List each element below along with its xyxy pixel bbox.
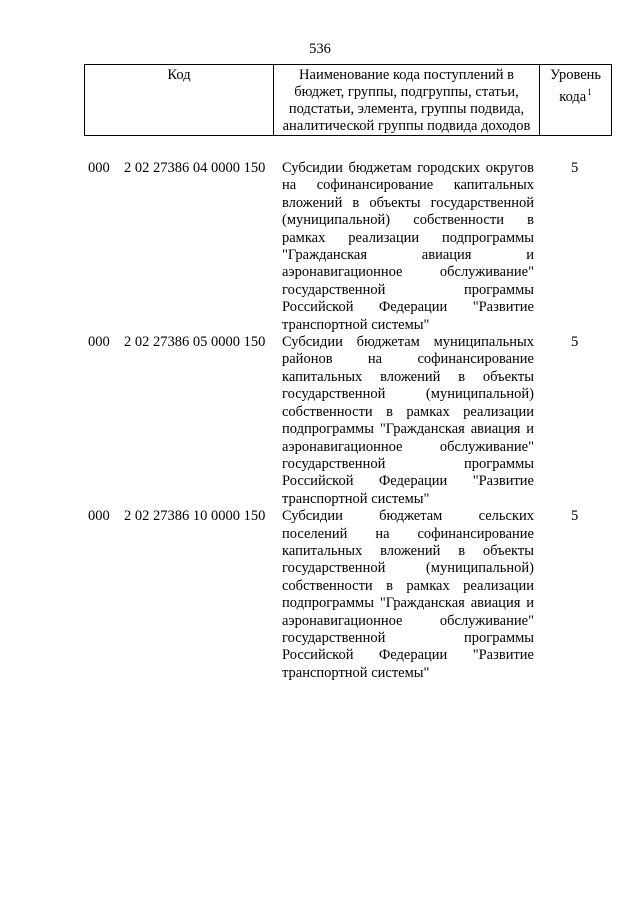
row-name: Субсидии бюджетам сельских поселений на софинансирование капитальных вложений в объекты государственной (муниципальной) собственности в рамках реализации подпрограммы "Гражданская авиация и аэронавигационное обслуживание" государственной программы Российской Федерации "Развитие транспортной системы" bbox=[282, 508, 534, 681]
row-revenue-code: 2 02 27386 10 0000 150 bbox=[124, 508, 266, 525]
header-level-label: Уровень кода bbox=[549, 67, 602, 105]
table-header bbox=[84, 64, 612, 136]
row-admin-code: 000 bbox=[88, 160, 110, 176]
page-number: 536 bbox=[309, 41, 331, 57]
header-code: Код bbox=[85, 65, 274, 135]
row-admin-code: 000 bbox=[88, 508, 110, 525]
row-revenue-code: 2 02 27386 05 0000 150 bbox=[124, 334, 266, 351]
table-row bbox=[0, 334, 640, 508]
row-admin-code: 000 bbox=[88, 334, 110, 351]
row-level: 5 bbox=[571, 508, 579, 525]
row-level: 5 bbox=[571, 334, 579, 351]
row-revenue-code: 2 02 27386 04 0000 150 bbox=[124, 160, 266, 176]
table-row bbox=[0, 160, 640, 334]
table-row bbox=[0, 508, 640, 682]
table-body bbox=[0, 160, 640, 682]
row-name: Субсидии бюджетам городских округов на софинансирование капитальных вложений в объекты государственной (муниципальной) собственности в рамках реализации подпрограммы "Гражданская авиация и аэронавигационное обслуживание" государственной программы Российской Федерации "Развитие транспортной системы" bbox=[282, 160, 534, 333]
row-name: Субсидии бюджетам муниципальных районов на софинансирование капитальных вложений в объекты государственной (муниципальной) собственности в рамках реализации подпрограммы "Гражданская авиация и аэронавигационное обслуживание" государственной программы Российской Федерации "Развитие транспортной системы" bbox=[282, 334, 534, 507]
row-level: 5 bbox=[571, 160, 579, 176]
header-name: Наименование кода поступлений в бюджет, группы, подгруппы, статьи, подстатьи, элемента, группы подвида, аналитической группы подвида доходов bbox=[274, 65, 540, 135]
header-level-footnote: 1 bbox=[587, 87, 592, 97]
header-level bbox=[540, 65, 611, 135]
